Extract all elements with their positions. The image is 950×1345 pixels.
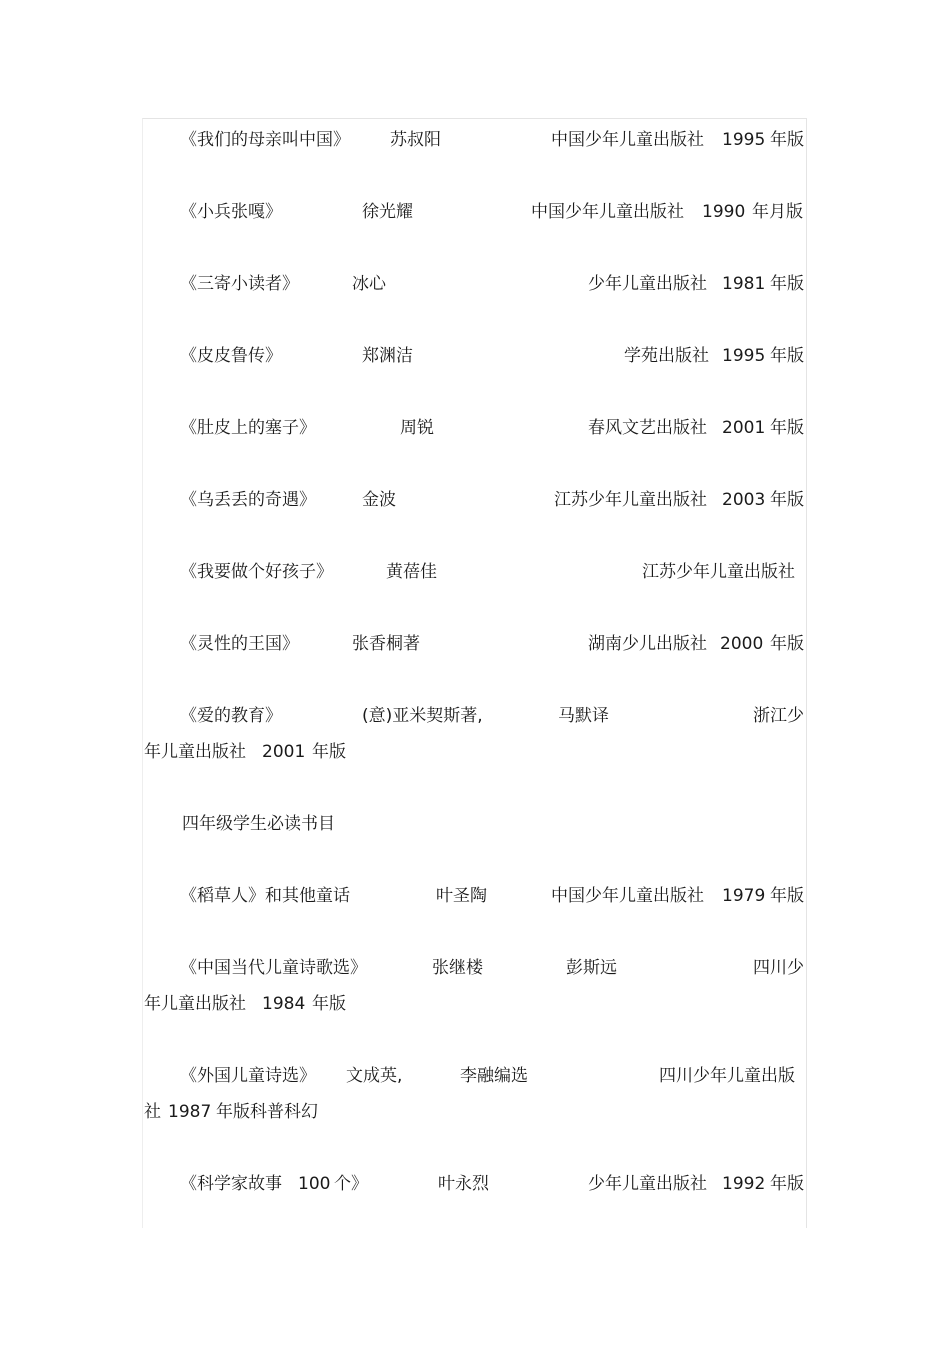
book-title: 《科学家故事 xyxy=(180,1174,282,1194)
book-publisher: 中国少年儿童出版社 xyxy=(531,202,684,222)
book-year: 2000 xyxy=(720,634,764,654)
book-publisher: 江苏少年儿童出版社 xyxy=(642,562,795,582)
book-author: 金波 xyxy=(362,490,396,510)
book-author: 徐光耀 xyxy=(362,202,413,222)
book-author: 文成英, xyxy=(346,1066,403,1086)
book-year: 2001 xyxy=(262,742,306,762)
book-year-suffix: 年版 xyxy=(770,130,804,150)
book-title: 《乌丢丢的奇遇》 xyxy=(180,490,316,510)
book-author: 张继楼 xyxy=(432,958,483,978)
book-title: 《爱的教育》 xyxy=(180,706,282,726)
book-publisher: 少年儿童出版社 xyxy=(588,1174,707,1194)
book-year-suffix: 年版 xyxy=(770,1174,804,1194)
book-title: 《三寄小读者》 xyxy=(180,274,299,294)
book-title-count-unit: 个》 xyxy=(334,1174,368,1194)
book-publisher: 少年儿童出版社 xyxy=(588,274,707,294)
book-title: 《灵性的王国》 xyxy=(180,634,299,654)
book-year: 1979 xyxy=(722,886,766,906)
book-title: 《小兵张嘎》 xyxy=(180,202,282,222)
book-year: 1995 xyxy=(722,346,766,366)
book-publisher: 四川少年儿童出版 xyxy=(659,1066,795,1086)
book-editor: 彭斯远 xyxy=(566,958,617,978)
book-publisher: 浙江少 xyxy=(753,706,804,726)
book-author: 张香桐著 xyxy=(352,634,420,654)
book-author: 叶圣陶 xyxy=(436,886,487,906)
book-year-suffix: 年版 xyxy=(770,634,804,654)
book-year-suffix: 年版 xyxy=(770,346,804,366)
book-title: 《外国儿童诗选》 xyxy=(180,1066,316,1086)
book-year-suffix: 年版 xyxy=(312,742,346,762)
book-author: (意)亚米契斯著, xyxy=(362,706,483,726)
book-year-suffix: 年版 xyxy=(770,418,804,438)
book-year: 1987 xyxy=(168,1102,212,1122)
book-year-suffix: 年版 xyxy=(312,994,346,1014)
book-author: 黄蓓佳 xyxy=(386,562,437,582)
book-title: 《我们的母亲叫中国》 xyxy=(180,130,350,150)
book-editor: 李融编选 xyxy=(460,1066,528,1086)
book-author: 叶永烈 xyxy=(438,1174,489,1194)
book-year: 2003 xyxy=(722,490,766,510)
book-year: 1981 xyxy=(722,274,766,294)
book-publisher: 中国少年儿童出版社 xyxy=(551,130,704,150)
book-publisher-continued: 年儿童出版社 xyxy=(144,994,246,1014)
book-author: 周锐 xyxy=(400,418,434,438)
book-year-suffix: 年版科普科幻 xyxy=(216,1102,318,1122)
book-publisher: 四川少 xyxy=(753,958,804,978)
book-year: 1992 xyxy=(722,1174,766,1194)
book-title: 《中国当代儿童诗歌选》 xyxy=(180,958,367,978)
book-translator: 马默译 xyxy=(558,706,609,726)
book-publisher-continued: 社 xyxy=(144,1102,161,1122)
section-heading: 四年级学生必读书目 xyxy=(182,814,335,834)
book-author: 郑渊洁 xyxy=(362,346,413,366)
book-publisher: 湖南少儿出版社 xyxy=(588,634,707,654)
book-publisher-continued: 年儿童出版社 xyxy=(144,742,246,762)
book-year-suffix: 年月版 xyxy=(752,202,803,222)
book-year-suffix: 年版 xyxy=(770,274,804,294)
book-publisher: 中国少年儿童出版社 xyxy=(551,886,704,906)
book-title: 《我要做个好孩子》 xyxy=(180,562,333,582)
book-year: 2001 xyxy=(722,418,766,438)
book-year-suffix: 年版 xyxy=(770,490,804,510)
book-publisher: 江苏少年儿童出版社 xyxy=(554,490,707,510)
book-title: 《皮皮鲁传》 xyxy=(180,346,282,366)
book-year: 1990 xyxy=(702,202,746,222)
book-author: 冰心 xyxy=(352,274,386,294)
book-publisher: 春风文艺出版社 xyxy=(588,418,707,438)
book-title: 《肚皮上的塞子》 xyxy=(180,418,316,438)
book-year-suffix: 年版 xyxy=(770,886,804,906)
book-year: 1984 xyxy=(262,994,306,1014)
book-author: 苏叔阳 xyxy=(390,130,441,150)
book-title: 《稻草人》和其他童话 xyxy=(180,886,350,906)
book-year: 1995 xyxy=(722,130,766,150)
book-publisher: 学苑出版社 xyxy=(624,346,709,366)
book-title-count: 100 xyxy=(298,1174,331,1194)
